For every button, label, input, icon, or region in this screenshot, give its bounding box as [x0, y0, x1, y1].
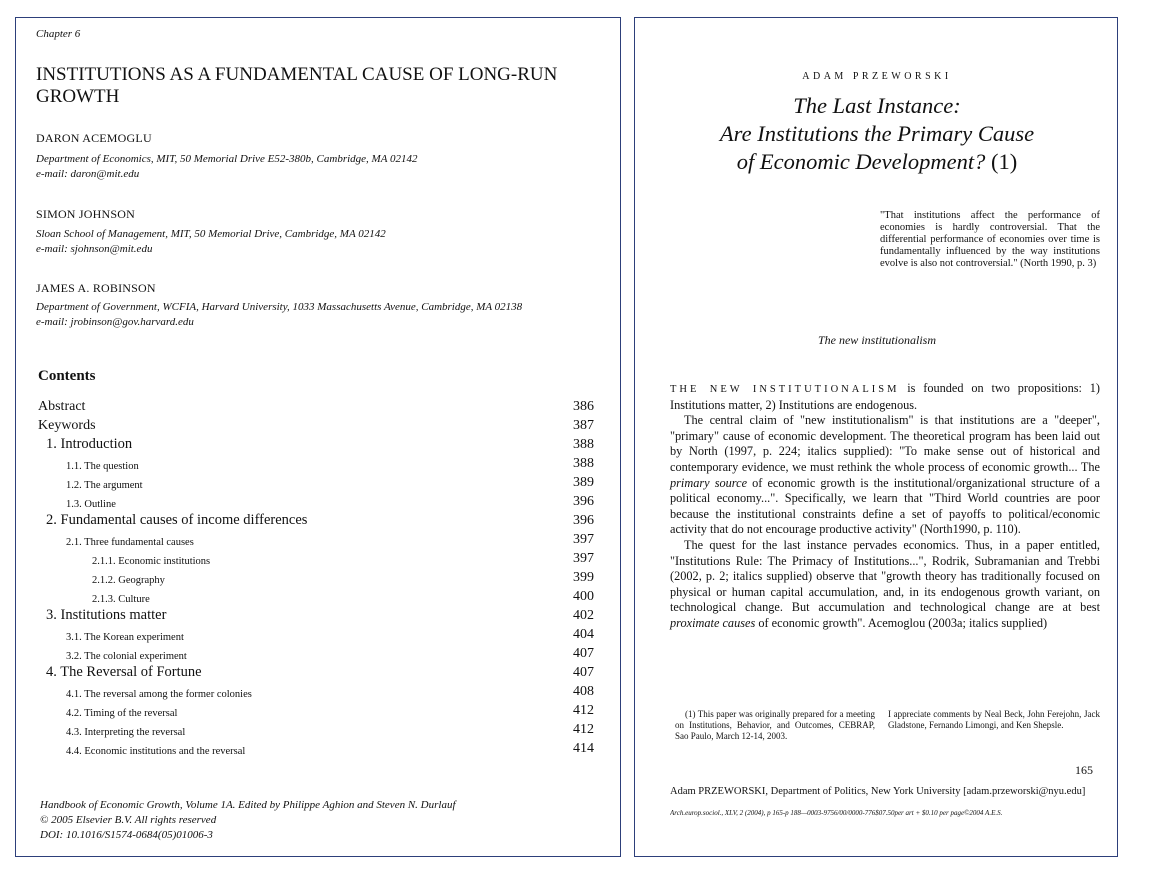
toc-entry	[38, 625, 594, 644]
toc-entry-label: 4.4. Economic institutions and the reversal	[66, 746, 246, 757]
toc-entry-page: 397	[573, 551, 594, 566]
toc-entry	[38, 644, 594, 663]
body-text	[670, 381, 1100, 632]
toc-entry-label: 4.1. The reversal among the former colonies	[66, 689, 252, 700]
author-affiliation: Adam PRZEWORSKI, Department of Politics, New York University [adam.przeworski@nyu.edu]	[670, 786, 1086, 797]
contents-heading: Contents	[38, 368, 96, 384]
right-paper-page	[634, 17, 1118, 857]
toc-entry	[38, 416, 594, 435]
toc-entry-label: 1.1. The question	[66, 461, 139, 472]
author-name: SIMON JOHNSON	[36, 207, 135, 221]
toc-entry-page: 414	[573, 741, 594, 756]
section-heading: The new institutionalism	[817, 333, 936, 347]
toc-entry-page: 408	[573, 684, 594, 699]
toc-entry-page: 389	[573, 475, 594, 490]
toc-entry-label: 1. Introduction	[46, 436, 133, 452]
toc-entry-label: 2.1.3. Culture	[92, 594, 150, 605]
footnote: I appreciate comments by Neal Beck, John Ferejohn, Jack Gladstone, Fernando Limongi, and Ken Shepsle.	[888, 709, 1100, 730]
toc-entry-page: 412	[573, 703, 594, 718]
paper-title: The Last Instance: Are Institutions the Primary Cause of Economic Development? (1)	[719, 93, 1035, 174]
toc-entry-label: 2.1.1. Economic institutions	[92, 556, 211, 567]
footnote: (1) This paper was originally prepared for a meeting on Institutions, Behavior, and Outcomes, CEBRAP, Sao Paulo, March 12-14, 2003.	[675, 709, 875, 741]
toc-entry	[38, 492, 594, 511]
toc-entry	[38, 549, 594, 568]
toc-entry-label: 4.2. Timing of the reversal	[66, 708, 178, 719]
table-of-contents	[38, 397, 594, 758]
publication-footer: Handbook of Economic Growth, Volume 1A. Edited by Philippe Aghion and Steven N. Durlauf © 2005 Elsevier B.V. All rights reserved DOI: 10.1016/S1574-0684(05)01006-3	[40, 799, 456, 841]
toc-entry-page: 399	[573, 570, 594, 585]
toc-entry	[38, 606, 594, 625]
toc-entry-page: 388	[573, 456, 594, 471]
author-affiliation: Department of Government, WCFIA, Harvard University, 1033 Massachusetts Avenue, Cambridge, MA 02138 e-mail: jrobinson@gov.harvard.edu	[36, 301, 523, 328]
chapter-label: Chapter 6	[36, 28, 81, 40]
toc-entry-label: 2.1.2. Geography	[92, 575, 165, 586]
toc-entry-label: 2.1. Three fundamental causes	[66, 537, 194, 548]
toc-entry-page: 402	[573, 608, 594, 623]
toc-entry-page: 407	[573, 665, 594, 680]
toc-entry-page: 412	[573, 722, 594, 737]
toc-entry-page: 404	[573, 627, 594, 642]
author-affiliation: Department of Economics, MIT, 50 Memorial Drive E52-380b, Cambridge, MA 02142 e-mail: daron@mit.edu	[36, 153, 418, 180]
toc-entry	[38, 530, 594, 549]
toc-entry-label: 4. The Reversal of Fortune	[46, 664, 202, 680]
author-affiliation: Sloan School of Management, MIT, 50 Memorial Drive, Cambridge, MA 02142 e-mail: sjohnson@mit.edu	[36, 228, 386, 255]
toc-entry-label: 3.2. The colonial experiment	[66, 651, 187, 662]
toc-entry-label: 1.2. The argument	[66, 480, 143, 491]
toc-entry-label: Keywords	[38, 418, 96, 433]
toc-entry-label: 3. Institutions matter	[46, 607, 167, 623]
page-number: 165	[1075, 763, 1093, 777]
left-paper-page	[15, 17, 621, 857]
toc-entry	[38, 511, 594, 530]
toc-entry	[38, 739, 594, 758]
paragraph: The quest for the last instance pervades economics. Thus, in a paper entitled, "Institutions Rule: The Primacy of Institutions...", Rodrik, Subramanian and Trebbi (2002, p. 2; italics supplied) observe that "growth theory has traditionally focused on physical or human capital accumulation, and, in its endogenous growth variant, on technological change. But accumulation and technological change are at best proximate causes of economic growth". Acemoglou (2003a; italics supplied)	[670, 537, 1100, 630]
toc-entry-page: 388	[573, 437, 594, 452]
toc-entry-page: 397	[573, 532, 594, 547]
toc-entry	[38, 568, 594, 587]
toc-entry-label: 4.3. Interpreting the reversal	[66, 727, 186, 738]
toc-entry-page: 396	[573, 513, 594, 528]
toc-entry-page: 387	[573, 418, 594, 433]
toc-entry	[38, 473, 594, 492]
toc-entry	[38, 397, 594, 416]
toc-entry	[38, 720, 594, 739]
toc-entry	[38, 454, 594, 473]
author-name: ADAM PRZEWORSKI	[802, 71, 952, 82]
toc-entry-label: Abstract	[38, 399, 86, 414]
epigraph: "That institutions affect the performance of economies is hardly controversial. That the differential performance of economies over time is fundamentally influenced by the way institutions evolve is also not controversial." (North 1990, p. 3)	[880, 210, 1100, 269]
paragraph: The central claim of "new institutionalism" is that institutions are a "deeper", "primary" cause of economic development. The theoretical program has been laid out by North (1997, p. 224; italics supplied): "To make sense out of historical and contemporary evidence, we must rethink the whole process of economic growth... The primary source of economic growth is the institutional/organizational structure of a political economy...". Specifically, we learn that "Third World countries are poor because the institutional constraints define a set of payoffs to political/economic activity that do not encourage productive activity" (North1990, p. 110).	[670, 413, 1100, 537]
toc-entry-page: 396	[573, 494, 594, 509]
toc-entry-page: 386	[573, 399, 594, 414]
author-name: JAMES A. ROBINSON	[36, 281, 156, 295]
author-name: DARON ACEMOGLU	[36, 131, 152, 145]
toc-entry-page: 400	[573, 589, 594, 604]
toc-entry-label: 1.3. Outline	[66, 499, 116, 510]
toc-entry	[38, 663, 594, 682]
journal-citation: Arch.europ.sociol., XLV, 2 (2004), p 165-p 188—0003-9756/00/0000-776$07.50per art + $0.10 per page©2004 A.E.S.	[670, 809, 1003, 817]
toc-entry-label: 2. Fundamental causes of income differences	[46, 512, 308, 528]
toc-entry-page: 407	[573, 646, 594, 661]
paragraph: THE NEW INSTITUTIONALISM is founded on two propositions: 1) Institutions matter, 2) Institutions are endogenous.	[670, 381, 1100, 412]
toc-entry	[38, 701, 594, 720]
toc-entry	[38, 587, 594, 606]
paper-title: INSTITUTIONS AS A FUNDAMENTAL CAUSE OF LONG-RUN GROWTH	[36, 64, 558, 107]
toc-entry-label: 3.1. The Korean experiment	[66, 632, 184, 643]
toc-entry	[38, 435, 594, 454]
toc-entry	[38, 682, 594, 701]
